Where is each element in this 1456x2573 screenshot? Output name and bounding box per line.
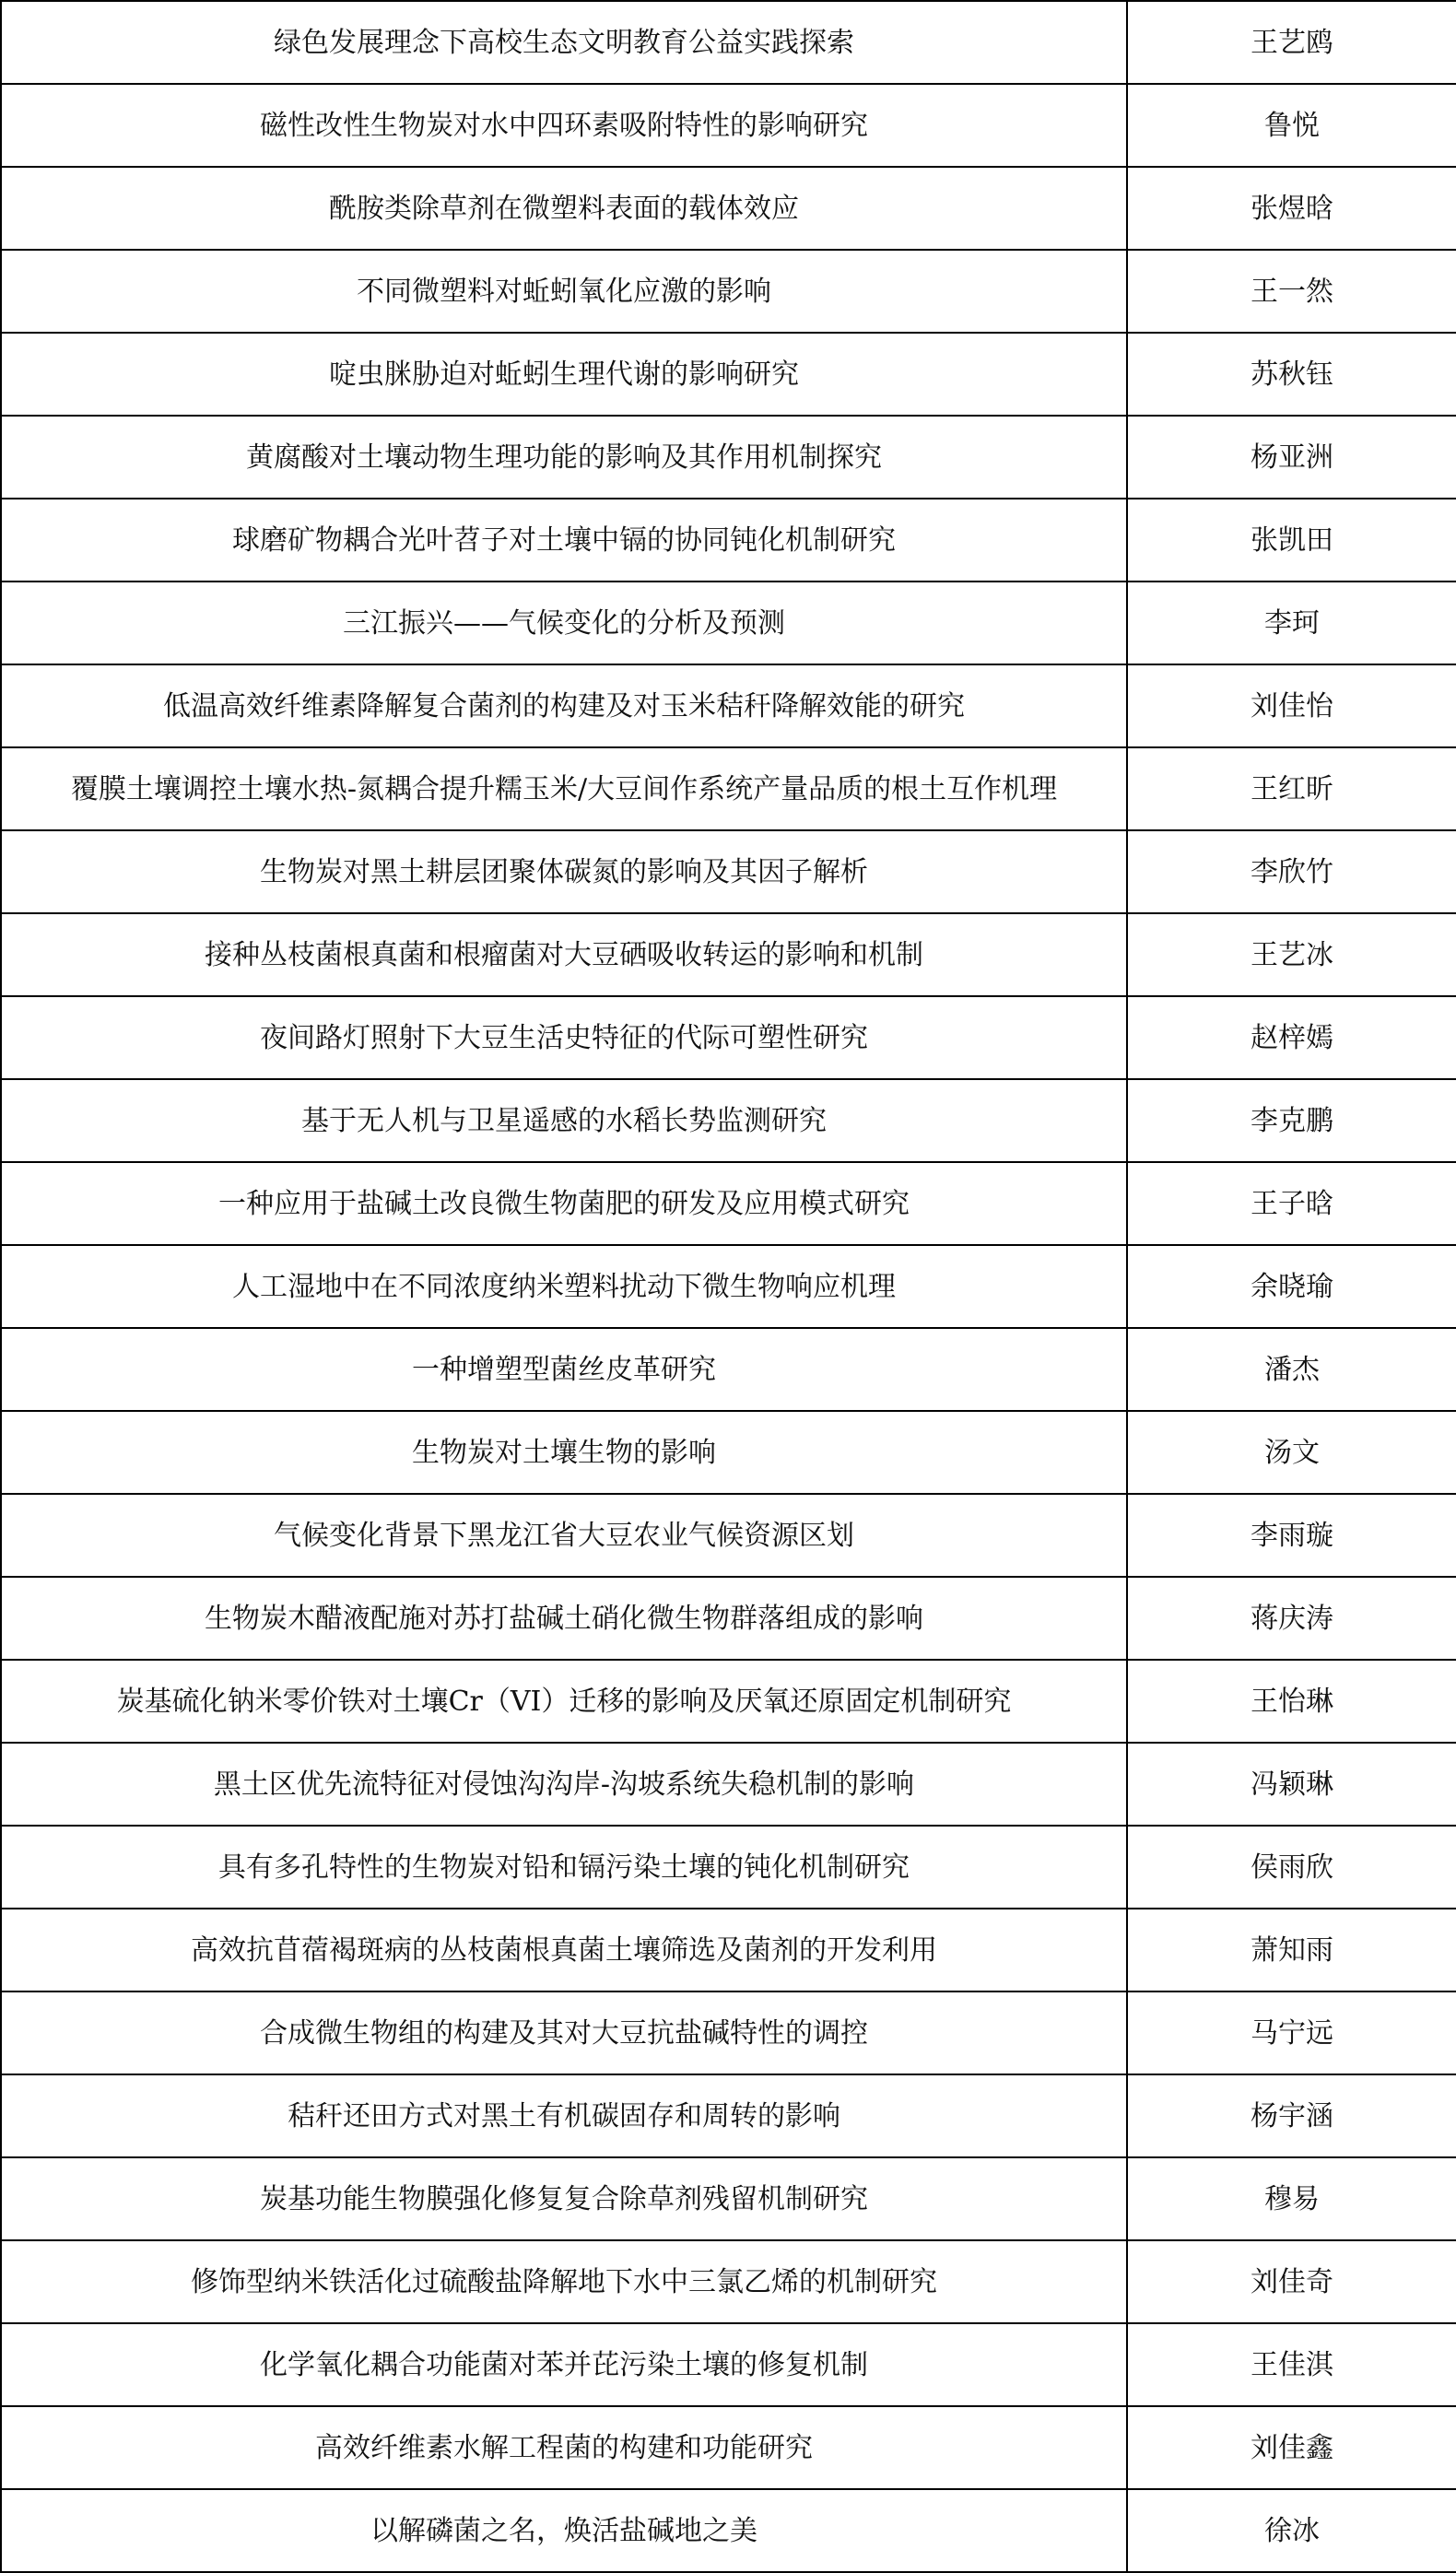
table-row bbox=[1, 830, 1456, 913]
project-title-cell: 秸秆还田方式对黑土有机碳固存和周转的影响 bbox=[1, 2074, 1127, 2157]
table-row bbox=[1, 84, 1456, 167]
table-row bbox=[1, 1826, 1456, 1909]
project-title-cell: 磁性改性生物炭对水中四环素吸附特性的影响研究 bbox=[1, 84, 1127, 167]
project-title-cell: 炭基功能生物膜强化修复复合除草剂残留机制研究 bbox=[1, 2157, 1127, 2240]
student-name-cell: 鲁悦 bbox=[1127, 84, 1456, 167]
table-row bbox=[1, 1660, 1456, 1743]
student-name-cell: 杨宇涵 bbox=[1127, 2074, 1456, 2157]
project-title-cell: 生物炭木醋液配施对苏打盐碱土硝化微生物群落组成的影响 bbox=[1, 1577, 1127, 1660]
table-row bbox=[1, 1162, 1456, 1245]
project-title-cell: 气候变化背景下黑龙江省大豆农业气候资源区划 bbox=[1, 1494, 1127, 1577]
student-name-cell: 冯颖琳 bbox=[1127, 1743, 1456, 1826]
project-title-cell: 黑土区优先流特征对侵蚀沟沟岸-沟坡系统失稳机制的影响 bbox=[1, 1743, 1127, 1826]
student-name-cell: 李珂 bbox=[1127, 582, 1456, 664]
student-name-cell: 王红昕 bbox=[1127, 747, 1456, 830]
table-row bbox=[1, 2157, 1456, 2240]
project-title-cell: 球磨矿物耦合光叶苕子对土壤中镉的协同钝化机制研究 bbox=[1, 499, 1127, 582]
student-name-cell: 侯雨欣 bbox=[1127, 1826, 1456, 1909]
student-name-cell: 徐冰 bbox=[1127, 2489, 1456, 2572]
table-row bbox=[1, 1743, 1456, 1826]
project-title-cell: 绿色发展理念下高校生态文明教育公益实践探索 bbox=[1, 1, 1127, 84]
student-name-cell: 马宁远 bbox=[1127, 1991, 1456, 2074]
table-row bbox=[1, 167, 1456, 250]
project-title-cell: 炭基硫化钠米零价铁对土壤Cr（VI）迁移的影响及厌氧还原固定机制研究 bbox=[1, 1660, 1127, 1743]
student-name-cell: 赵梓嫣 bbox=[1127, 996, 1456, 1079]
student-name-cell: 穆易 bbox=[1127, 2157, 1456, 2240]
project-title-cell: 一种应用于盐碱土改良微生物菌肥的研发及应用模式研究 bbox=[1, 1162, 1127, 1245]
student-name-cell: 刘佳怡 bbox=[1127, 664, 1456, 747]
table-row bbox=[1, 2074, 1456, 2157]
student-name-cell: 王佳淇 bbox=[1127, 2323, 1456, 2406]
project-title-cell: 接种丛枝菌根真菌和根瘤菌对大豆硒吸收转运的影响和机制 bbox=[1, 913, 1127, 996]
student-name-cell: 王子晗 bbox=[1127, 1162, 1456, 1245]
table-row bbox=[1, 913, 1456, 996]
table-row bbox=[1, 499, 1456, 582]
project-title-cell: 三江振兴——气候变化的分析及预测 bbox=[1, 582, 1127, 664]
table-row bbox=[1, 1909, 1456, 1991]
project-title-cell: 覆膜土壤调控土壤水热-氮耦合提升糯玉米/大豆间作系统产量品质的根土互作机理 bbox=[1, 747, 1127, 830]
project-title-cell: 生物炭对黑土耕层团聚体碳氮的影响及其因子解析 bbox=[1, 830, 1127, 913]
table-row bbox=[1, 1494, 1456, 1577]
table-row bbox=[1, 333, 1456, 416]
student-name-cell: 王艺鸥 bbox=[1127, 1, 1456, 84]
project-title-cell: 黄腐酸对土壤动物生理功能的影响及其作用机制探究 bbox=[1, 416, 1127, 499]
table-row bbox=[1, 2323, 1456, 2406]
project-title-cell: 不同微塑料对蚯蚓氧化应激的影响 bbox=[1, 250, 1127, 333]
project-list-body bbox=[1, 1, 1456, 2572]
student-name-cell: 王怡琳 bbox=[1127, 1660, 1456, 1743]
table-row bbox=[1, 2240, 1456, 2323]
project-title-cell: 酰胺类除草剂在微塑料表面的载体效应 bbox=[1, 167, 1127, 250]
project-title-cell: 夜间路灯照射下大豆生活史特征的代际可塑性研究 bbox=[1, 996, 1127, 1079]
student-name-cell: 张凯田 bbox=[1127, 499, 1456, 582]
student-name-cell: 杨亚洲 bbox=[1127, 416, 1456, 499]
project-title-cell: 人工湿地中在不同浓度纳米塑料扰动下微生物响应机理 bbox=[1, 1245, 1127, 1328]
table-row bbox=[1, 582, 1456, 664]
student-name-cell: 潘杰 bbox=[1127, 1328, 1456, 1411]
student-name-cell: 刘佳奇 bbox=[1127, 2240, 1456, 2323]
project-title-cell: 生物炭对土壤生物的影响 bbox=[1, 1411, 1127, 1494]
project-title-cell: 以解磷菌之名，焕活盐碱地之美 bbox=[1, 2489, 1127, 2572]
student-name-cell: 李雨璇 bbox=[1127, 1494, 1456, 1577]
project-title-cell: 一种增塑型菌丝皮革研究 bbox=[1, 1328, 1127, 1411]
table-row bbox=[1, 250, 1456, 333]
project-title-cell: 具有多孔特性的生物炭对铅和镉污染土壤的钝化机制研究 bbox=[1, 1826, 1127, 1909]
table-row bbox=[1, 1079, 1456, 1162]
table-row bbox=[1, 664, 1456, 747]
student-name-cell: 萧知雨 bbox=[1127, 1909, 1456, 1991]
table-row bbox=[1, 1991, 1456, 2074]
student-name-cell: 蒋庆涛 bbox=[1127, 1577, 1456, 1660]
project-title-cell: 修饰型纳米铁活化过硫酸盐降解地下水中三氯乙烯的机制研究 bbox=[1, 2240, 1127, 2323]
table-row bbox=[1, 996, 1456, 1079]
project-title-cell: 合成微生物组的构建及其对大豆抗盐碱特性的调控 bbox=[1, 1991, 1127, 2074]
project-title-cell: 基于无人机与卫星遥感的水稻长势监测研究 bbox=[1, 1079, 1127, 1162]
student-name-cell: 汤文 bbox=[1127, 1411, 1456, 1494]
table-row bbox=[1, 2406, 1456, 2489]
student-name-cell: 王艺冰 bbox=[1127, 913, 1456, 996]
project-title-cell: 高效纤维素水解工程菌的构建和功能研究 bbox=[1, 2406, 1127, 2489]
student-name-cell: 王一然 bbox=[1127, 250, 1456, 333]
project-title-cell: 啶虫脒胁迫对蚯蚓生理代谢的影响研究 bbox=[1, 333, 1127, 416]
student-name-cell: 苏秋钰 bbox=[1127, 333, 1456, 416]
project-title-cell: 化学氧化耦合功能菌对苯并芘污染土壤的修复机制 bbox=[1, 2323, 1127, 2406]
table-row bbox=[1, 416, 1456, 499]
project-title-cell: 高效抗苜蓿褐斑病的丛枝菌根真菌土壤筛选及菌剂的开发利用 bbox=[1, 1909, 1127, 1991]
student-name-cell: 张煜晗 bbox=[1127, 167, 1456, 250]
student-name-cell: 李欣竹 bbox=[1127, 830, 1456, 913]
project-title-cell: 低温高效纤维素降解复合菌剂的构建及对玉米秸秆降解效能的研究 bbox=[1, 664, 1127, 747]
table-row bbox=[1, 2489, 1456, 2572]
table-row bbox=[1, 1245, 1456, 1328]
student-name-cell: 余晓瑜 bbox=[1127, 1245, 1456, 1328]
table-row bbox=[1, 1577, 1456, 1660]
table-row bbox=[1, 747, 1456, 830]
table-row bbox=[1, 1328, 1456, 1411]
table-row bbox=[1, 1, 1456, 84]
table-row bbox=[1, 1411, 1456, 1494]
student-name-cell: 刘佳鑫 bbox=[1127, 2406, 1456, 2489]
student-name-cell: 李克鹏 bbox=[1127, 1079, 1456, 1162]
